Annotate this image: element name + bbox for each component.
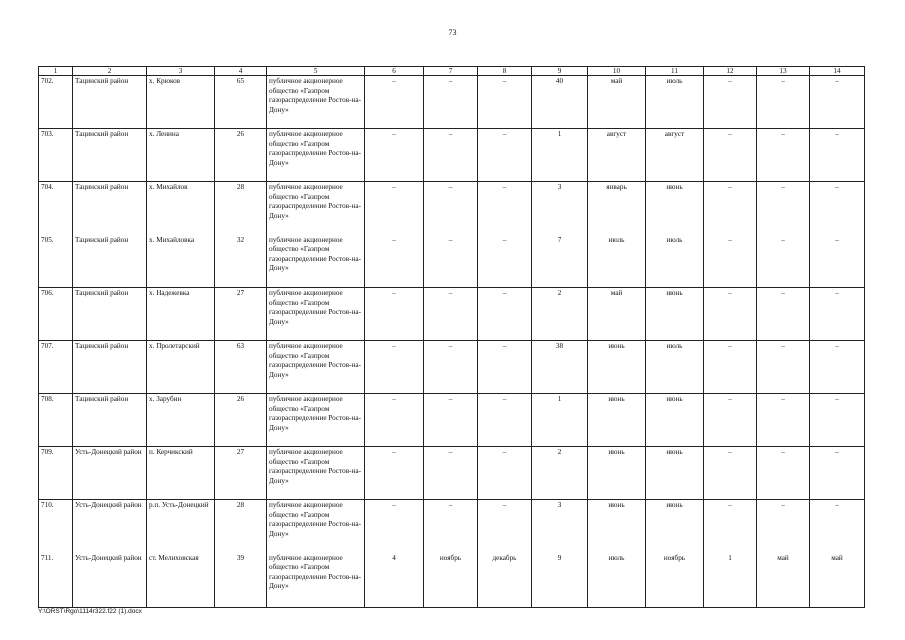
col4-value: 26 — [215, 129, 267, 182]
col10-month: август — [588, 129, 646, 182]
table-row — [39, 500, 865, 553]
col4-value: 27 — [215, 447, 267, 500]
district-name: Тацинский район — [73, 129, 147, 182]
column-header-13: 13 — [757, 67, 810, 76]
col6-value: – — [365, 235, 424, 288]
col9-value: 2 — [532, 288, 588, 341]
district-name: Тацинский район — [73, 394, 147, 447]
col11-month: июнь — [646, 182, 704, 235]
col6-value: – — [365, 182, 424, 235]
district-name: Тацинский район — [73, 341, 147, 394]
col6-value: – — [365, 341, 424, 394]
column-header-10: 10 — [588, 67, 646, 76]
col6-value: – — [365, 500, 424, 553]
col6-value: – — [365, 394, 424, 447]
col4-value: 32 — [215, 235, 267, 288]
district-name: Усть-Донецкий район — [73, 447, 147, 500]
column-header-9: 9 — [532, 67, 588, 76]
col7-value: – — [424, 182, 478, 235]
col4-value: 27 — [215, 288, 267, 341]
col11-month: июль — [646, 235, 704, 288]
column-header-6: 6 — [365, 67, 424, 76]
col8-value: декабрь — [478, 553, 532, 608]
col14-value: – — [810, 76, 865, 129]
organization-name: публичное акционерное общество «Газпром газораспределение Ростов-на-Дону» — [267, 500, 365, 553]
locality-name: х. Крюков — [147, 76, 215, 129]
organization-name: публичное акционерное общество «Газпром газораспределение Ростов-на-Дону» — [267, 182, 365, 235]
col12-value: 1 — [704, 553, 757, 608]
col10-month: июнь — [588, 500, 646, 553]
table-row — [39, 341, 865, 394]
col13-value: – — [757, 182, 810, 235]
district-name: Тацинский район — [73, 288, 147, 341]
col8-value: – — [478, 341, 532, 394]
col13-value: – — [757, 129, 810, 182]
col12-value: – — [704, 394, 757, 447]
locality-name: р.п. Усть-Донецкий — [147, 500, 215, 553]
col6-value: – — [365, 447, 424, 500]
col4-value: 28 — [215, 182, 267, 235]
file-path-footer: Y:\ORST\Rgo\1114r322.f22 (1).docx — [38, 608, 142, 615]
col11-month: ноябрь — [646, 553, 704, 608]
col10-month: январь — [588, 182, 646, 235]
col4-value: 39 — [215, 553, 267, 608]
col12-value: – — [704, 129, 757, 182]
col8-value: – — [478, 288, 532, 341]
row-number: 702. — [39, 76, 73, 129]
column-header-7: 7 — [424, 67, 478, 76]
page-number: 73 — [448, 28, 457, 37]
organization-name: публичное акционерное общество «Газпром газораспределение Ростов-на-Дону» — [267, 553, 365, 608]
col11-month: июль — [646, 76, 704, 129]
column-header-5: 5 — [267, 67, 365, 76]
col9-value: 40 — [532, 76, 588, 129]
column-header-2: 2 — [73, 67, 147, 76]
table-row — [39, 288, 865, 341]
organization-name: публичное акционерное общество «Газпром газораспределение Ростов-на-Дону» — [267, 447, 365, 500]
column-header-3: 3 — [147, 67, 215, 76]
col4-value: 65 — [215, 76, 267, 129]
col9-value: 3 — [532, 500, 588, 553]
row-number: 709. — [39, 447, 73, 500]
col8-value: – — [478, 129, 532, 182]
table-row — [39, 447, 865, 500]
col14-value: – — [810, 500, 865, 553]
district-name: Тацинский район — [73, 182, 147, 235]
col8-value: – — [478, 447, 532, 500]
col6-value: – — [365, 76, 424, 129]
col8-value: – — [478, 500, 532, 553]
col12-value: – — [704, 288, 757, 341]
col13-value: – — [757, 394, 810, 447]
col11-month: июль — [646, 341, 704, 394]
col12-value: – — [704, 500, 757, 553]
col14-value: – — [810, 341, 865, 394]
column-header-12: 12 — [704, 67, 757, 76]
table-row — [39, 182, 865, 235]
col14-value: – — [810, 129, 865, 182]
locality-name: х. Ленина — [147, 129, 215, 182]
col12-value: – — [704, 447, 757, 500]
district-name: Усть-Донецкий район — [73, 553, 147, 608]
organization-name: публичное акционерное общество «Газпром газораспределение Ростов-на-Дону» — [267, 394, 365, 447]
col10-month: июль — [588, 235, 646, 288]
col14-value: – — [810, 447, 865, 500]
col4-value: 63 — [215, 341, 267, 394]
row-number: 707. — [39, 341, 73, 394]
row-number: 708. — [39, 394, 73, 447]
col8-value: – — [478, 182, 532, 235]
col11-month: июнь — [646, 394, 704, 447]
col11-month: август — [646, 129, 704, 182]
col8-value: – — [478, 394, 532, 447]
col13-value: – — [757, 76, 810, 129]
column-header-1: 1 — [39, 67, 73, 76]
table-body — [39, 76, 865, 608]
col4-value: 28 — [215, 500, 267, 553]
table-row — [39, 553, 865, 608]
col12-value: – — [704, 235, 757, 288]
col8-value: – — [478, 235, 532, 288]
row-number: 703. — [39, 129, 73, 182]
district-name: Тацинский район — [73, 76, 147, 129]
col9-value: 2 — [532, 447, 588, 500]
table-row — [39, 129, 865, 182]
row-number: 706. — [39, 288, 73, 341]
col7-value: – — [424, 288, 478, 341]
col10-month: июнь — [588, 341, 646, 394]
col9-value: 7 — [532, 235, 588, 288]
col14-value: – — [810, 182, 865, 235]
col11-month: июнь — [646, 447, 704, 500]
locality-name: х. Михайлов — [147, 182, 215, 235]
col8-value: – — [478, 76, 532, 129]
locality-name: х. Надежевка — [147, 288, 215, 341]
col14-value: – — [810, 394, 865, 447]
locality-name: ст. Мелиховская — [147, 553, 215, 608]
column-number-row — [39, 67, 865, 76]
district-name: Тацинский район — [73, 235, 147, 288]
col11-month: июнь — [646, 500, 704, 553]
organization-name: публичное акционерное общество «Газпром газораспределение Ростов-на-Дону» — [267, 129, 365, 182]
col12-value: – — [704, 182, 757, 235]
col12-value: – — [704, 341, 757, 394]
locality-name: х. Михайловка — [147, 235, 215, 288]
row-number: 705. — [39, 235, 73, 288]
col7-value: – — [424, 341, 478, 394]
row-number: 710. — [39, 500, 73, 553]
col10-month: май — [588, 76, 646, 129]
district-name: Усть-Донецкий район — [73, 500, 147, 553]
gasification-schedule-table — [38, 66, 865, 608]
col9-value: 1 — [532, 129, 588, 182]
col7-value: – — [424, 394, 478, 447]
col12-value: – — [704, 76, 757, 129]
col6-value: 4 — [365, 553, 424, 608]
column-header-11: 11 — [646, 67, 704, 76]
organization-name: публичное акционерное общество «Газпром газораспределение Ростов-на-Дону» — [267, 288, 365, 341]
organization-name: публичное акционерное общество «Газпром газораспределение Ростов-на-Дону» — [267, 76, 365, 129]
column-header-4: 4 — [215, 67, 267, 76]
col14-value: – — [810, 288, 865, 341]
col14-value: май — [810, 553, 865, 608]
col13-value: май — [757, 553, 810, 608]
locality-name: п. Керчикский — [147, 447, 215, 500]
col10-month: май — [588, 288, 646, 341]
col7-value: – — [424, 76, 478, 129]
col7-value: ноябрь — [424, 553, 478, 608]
col9-value: 9 — [532, 553, 588, 608]
col10-month: июнь — [588, 447, 646, 500]
col13-value: – — [757, 235, 810, 288]
column-header-8: 8 — [478, 67, 532, 76]
col7-value: – — [424, 129, 478, 182]
col11-month: июнь — [646, 288, 704, 341]
col7-value: – — [424, 447, 478, 500]
col9-value: 3 — [532, 182, 588, 235]
table-row — [39, 76, 865, 129]
col10-month: июль — [588, 553, 646, 608]
row-number: 704. — [39, 182, 73, 235]
col13-value: – — [757, 447, 810, 500]
col13-value: – — [757, 341, 810, 394]
organization-name: публичное акционерное общество «Газпром газораспределение Ростов-на-Дону» — [267, 341, 365, 394]
col4-value: 26 — [215, 394, 267, 447]
col9-value: 1 — [532, 394, 588, 447]
locality-name: х. Зарубин — [147, 394, 215, 447]
table-row — [39, 235, 865, 288]
col10-month: июнь — [588, 394, 646, 447]
col7-value: – — [424, 235, 478, 288]
col6-value: – — [365, 129, 424, 182]
table-row — [39, 394, 865, 447]
col14-value: – — [810, 235, 865, 288]
col7-value: – — [424, 500, 478, 553]
row-number: 711. — [39, 553, 73, 608]
column-header-14: 14 — [810, 67, 865, 76]
col13-value: – — [757, 500, 810, 553]
col9-value: 38 — [532, 341, 588, 394]
locality-name: х. Пролетарский — [147, 341, 215, 394]
col6-value: – — [365, 288, 424, 341]
col13-value: – — [757, 288, 810, 341]
organization-name: публичное акционерное общество «Газпром газораспределение Ростов-на-Дону» — [267, 235, 365, 288]
